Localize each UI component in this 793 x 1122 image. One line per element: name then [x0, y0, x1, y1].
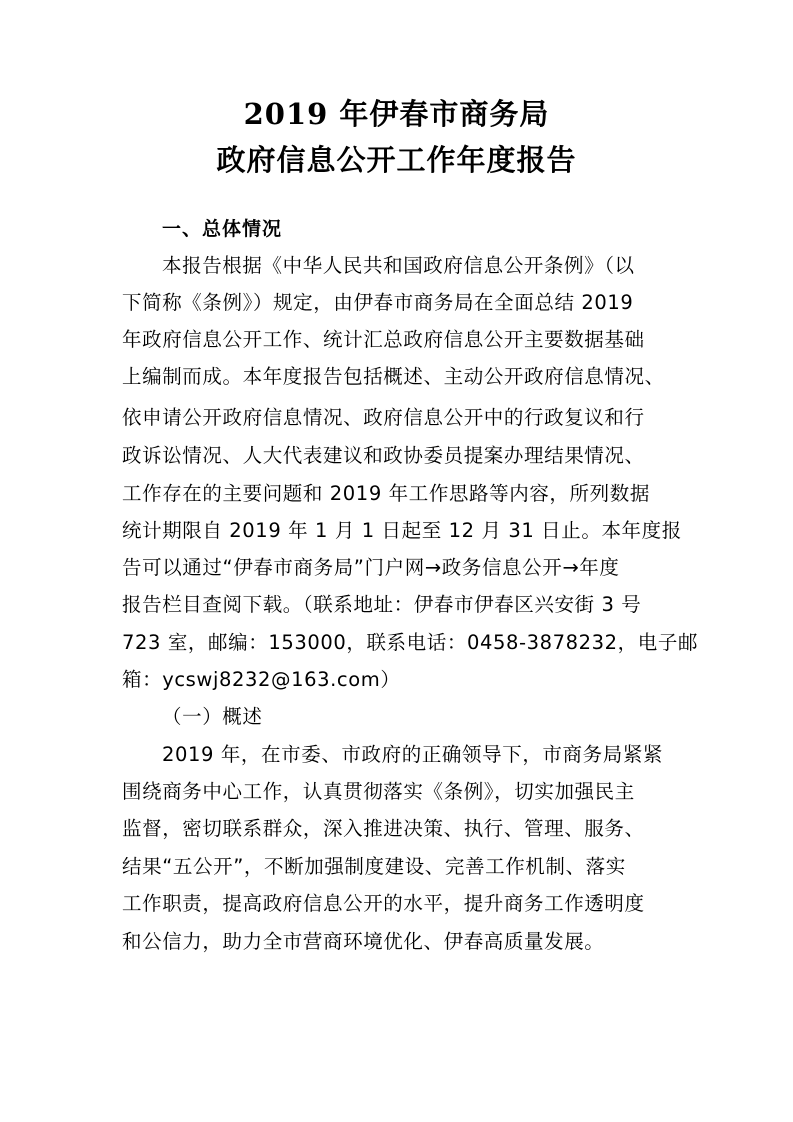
paragraph1-line: 本报告根据《中华人民共和国政府信息公开条例》（以	[162, 254, 635, 277]
paragraph1-line: 报告栏目查阅下载。（联系地址：伊春市伊春区兴安街 3 号	[122, 593, 642, 616]
paragraph1-line: 箱：ycswj8232@163.com）	[122, 668, 401, 691]
paragraph1-line: 下简称《条例》）规定，由伊春市商务局在全面总结 2019	[122, 291, 634, 314]
section-heading-overview: 一、总体情况	[162, 218, 283, 240]
document-title-line1: 2019 年伊春市商务局	[243, 97, 550, 131]
paragraph2-line: 监督，密切联系群众，深入推进决策、执行、管理、服务、	[122, 817, 645, 840]
paragraph1-line: 依申请公开政府信息情况、政府信息公开中的行政复议和行	[122, 406, 645, 429]
paragraph2-line: 2019 年，在市委、市政府的正确领导下，市商务局紧紧	[162, 743, 664, 766]
document-title-line2: 政府信息公开工作年度报告	[216, 143, 577, 177]
paragraph1-line: 工作存在的主要问题和 2019 年工作思路等内容，所列数据	[122, 482, 650, 505]
paragraph2-line: 结果“五公开”，不断加强制度建设、完善工作机制、落实	[122, 855, 626, 878]
paragraph2-line: 工作职责，提高政府信息公开的水平，提升商务工作透明度	[122, 892, 645, 915]
paragraph1-line: 政诉讼情况、人大代表建议和政协委员提案办理结果情况、	[122, 444, 645, 467]
paragraph1-line: 年政府信息公开工作、统计汇总政府信息公开主要数据基础	[122, 328, 645, 351]
paragraph2-line: 围绕商务中心工作，认真贯彻落实《条例》，切实加强民主	[122, 780, 635, 803]
paragraph1-line: 723 室，邮编：153000，联系电话：0458-3878232，电子邮	[122, 631, 699, 654]
paragraph1-line: 统计期限自 2019 年 1 月 1 日起至 12 月 31 日止。本年度报	[122, 519, 682, 542]
paragraph2-line: 和公信力，助力全市营商环境优化、伊春高质量发展。	[122, 930, 605, 953]
paragraph1-line: 告可以通过“伊春市商务局”门户网→政务信息公开→年度	[122, 556, 620, 579]
subsection-heading-summary: （一）概述	[162, 705, 263, 728]
paragraph1-line: 上编制而成。本年度报告包括概述、主动公开政府信息情况、	[122, 365, 665, 388]
